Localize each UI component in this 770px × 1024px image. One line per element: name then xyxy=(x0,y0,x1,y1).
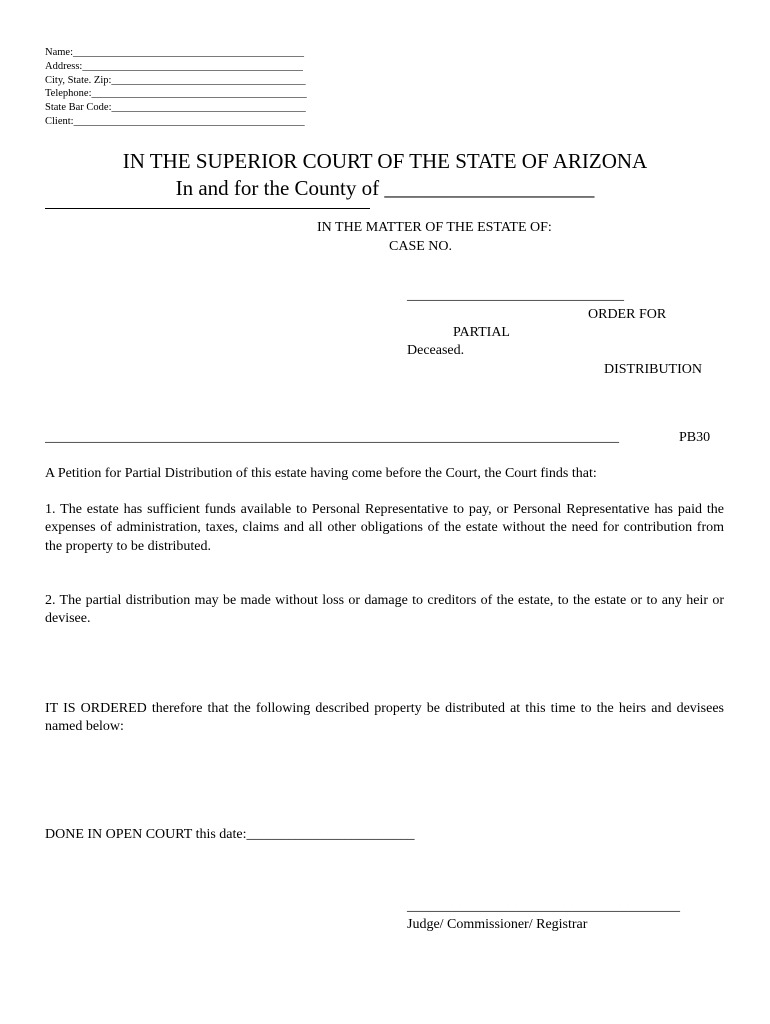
deceased-label: Deceased. xyxy=(407,343,465,358)
estate-matter-label: IN THE MATTER OF THE ESTATE OF: xyxy=(317,220,552,235)
attorney-info-block xyxy=(45,46,307,129)
partial-label: PARTIAL xyxy=(453,325,510,340)
done-in-open-court-line: DONE IN OPEN COURT this date:________________________ xyxy=(45,827,415,842)
finding-1-paragraph: 1. The estate has sufficient funds available to Personal Representative to pay, or Personal Representative has paid the expenses of administration, taxes, claims and all other obligations of the estate without the need for contribution from the property to be distributed. xyxy=(45,502,724,554)
distribution-label: DISTRIBUTION xyxy=(604,362,702,377)
finding-2-paragraph: 2. The partial distribution may be made without loss or damage to creditors of the estate, to the estate or to any heir or devisee. xyxy=(45,593,724,627)
court-title: IN THE SUPERIOR COURT OF THE STATE OF ARIZONA xyxy=(122,149,648,173)
county-line: In and for the County of ____________________ xyxy=(175,176,595,200)
order-paragraph: IT IS ORDERED therefore that the following described property be distributed at this time to the heirs and devisees named below: xyxy=(45,701,724,735)
case-number-label: CASE NO. xyxy=(389,239,453,254)
name-line: Name:____________________________________________ xyxy=(45,47,304,58)
intro-paragraph: A Petition for Partial Distribution of this estate having come before the Court, the Court finds that: xyxy=(45,466,597,481)
decedent-name-blank: _______________________________ xyxy=(407,288,624,303)
city-state-zip-line: City, State. Zip:_____________________________________ xyxy=(45,74,306,86)
caption-divider xyxy=(45,208,370,209)
client-line: Client:____________________________________________ xyxy=(45,115,305,127)
order-for-label: ORDER FOR xyxy=(588,307,667,322)
address-line: Address:__________________________________________ xyxy=(45,60,303,72)
telephone-line: Telephone:_________________________________________ xyxy=(45,88,307,100)
signature-line: _______________________________________ xyxy=(407,899,680,914)
state-bar-code-line: State Bar Code:_____________________________________ xyxy=(45,102,306,114)
form-code: PB30 xyxy=(679,430,711,445)
signature-title: Judge/ Commissioner/ Registrar xyxy=(407,917,588,932)
caption-bottom-rule: __________________________________________________________________________________ xyxy=(45,430,619,445)
